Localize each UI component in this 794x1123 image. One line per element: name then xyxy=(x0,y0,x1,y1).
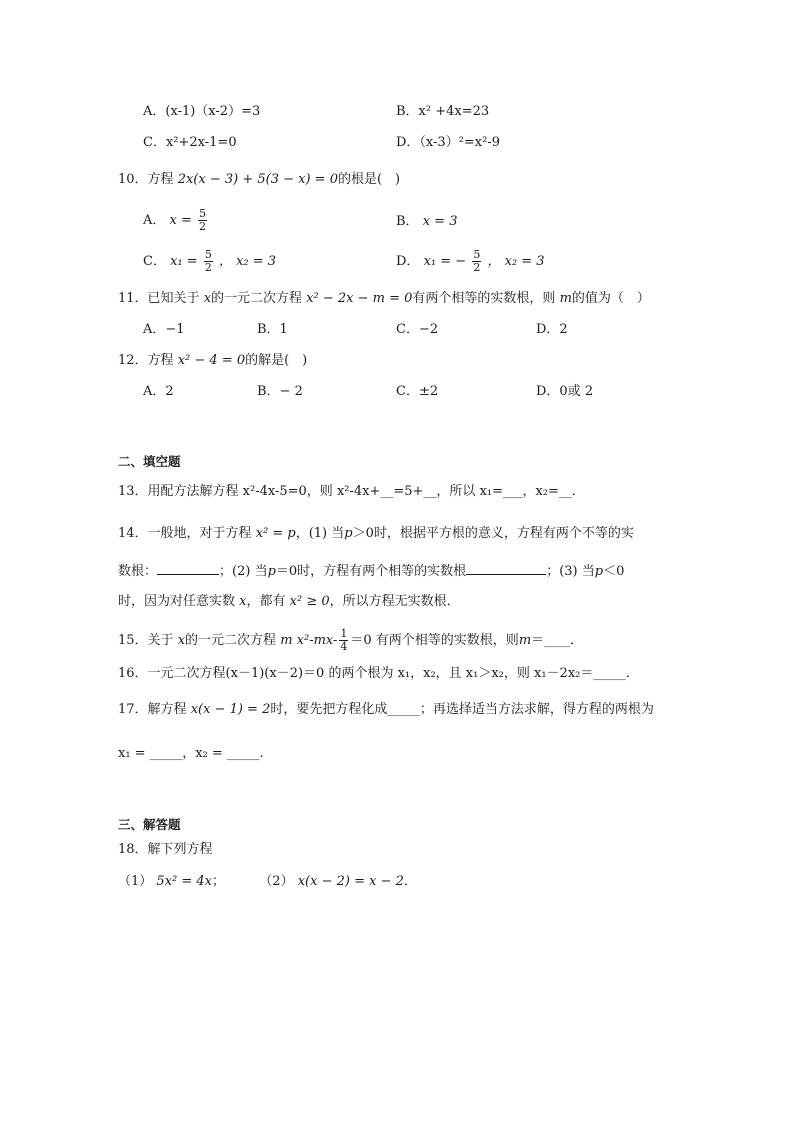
q12-equation: x² − 4 = 0 xyxy=(177,353,246,368)
question-number: 11． xyxy=(118,291,148,306)
option-label: C． xyxy=(143,254,166,269)
option-label: A． xyxy=(143,213,166,228)
q14-text: ＞0时，根据平方根的意义，方程有两个不等的实 xyxy=(352,526,634,541)
answer-blank[interactable] xyxy=(466,560,546,575)
q15-equation: m x²-mx- xyxy=(280,633,338,648)
q14-text: ；(3) 当 xyxy=(546,564,595,579)
option-math: x = xyxy=(169,213,192,228)
q14-text: ，所以方程无实数根． xyxy=(329,594,460,609)
q16-stem: 16．一元二次方程(x－1)(x－2)＝0 的两个根为 x₁，x₂，且 x₁＞x₂，则 x₁－2x₂＝_____． xyxy=(118,666,639,681)
q11-stem xyxy=(118,289,650,309)
q15-variable: x xyxy=(177,633,186,648)
fraction xyxy=(472,249,481,274)
q14-text: 数根： xyxy=(118,564,158,579)
q14-equation: x² ≥ 0 xyxy=(289,594,330,609)
fraction-numerator: 5 xyxy=(204,248,212,261)
q13-stem: 13．用配方法解方程 x²-4x-5=0，则 x²-4x+__=5+__，所以 x₁=___，x₂=__． xyxy=(118,484,585,499)
q17-text: 时，要先把方程化成_____；再选择适当方法求解，得方程的两根为 xyxy=(270,702,654,717)
fraction xyxy=(198,208,207,233)
option-label: B． xyxy=(396,214,419,229)
option-label: D． xyxy=(396,254,420,269)
q14-line-2 xyxy=(118,560,624,582)
fraction-numerator: 5 xyxy=(473,248,481,261)
q12-option-a: A．2 xyxy=(143,384,174,399)
q10-stem-suffix: 的根是( ) xyxy=(337,172,401,187)
q11-equation: x² − 2x − m = 0 xyxy=(306,291,413,306)
q10-option-c xyxy=(143,249,276,274)
q9-option-a: A．(x-1)（x-2）=3 xyxy=(143,104,261,119)
fraction xyxy=(339,628,348,653)
q15-text: 的一元二次方程 xyxy=(185,633,277,648)
q17-text: 17．解方程 xyxy=(118,702,187,717)
q11-option-a: A．−1 xyxy=(143,322,185,337)
q18-parts xyxy=(118,872,417,892)
q11-option-b: B．1 xyxy=(257,322,288,337)
q14-text: 14．一般地，对于方程 xyxy=(118,526,252,541)
fraction-denominator: 4 xyxy=(340,640,348,653)
q10-option-a xyxy=(143,208,209,233)
question-number: 12． xyxy=(118,353,148,368)
q15-text: ＝0 有两个相等的实数根，则 xyxy=(350,633,519,648)
q14-variable: p xyxy=(344,526,353,541)
q14-line-1 xyxy=(118,524,634,544)
q11-text: 已知关于 xyxy=(147,291,200,306)
option-math: x₁ = xyxy=(170,254,198,269)
q18-text: ． xyxy=(403,874,417,889)
q15-stem xyxy=(118,628,583,653)
q14-equation: x² = p xyxy=(255,526,296,541)
q11-text: 有两个相等的实数根，则 xyxy=(412,291,556,306)
q9-option-d: D．（x-3）²=x²-9 xyxy=(396,135,501,150)
q12-option-b: B．− 2 xyxy=(257,384,303,399)
option-math: ， x₂ = 3 xyxy=(487,254,545,269)
q14-variable: p xyxy=(267,564,276,579)
q10-equation: 2x(x − 3) + 5(3 − x) = 0 xyxy=(177,172,338,187)
q14-text: ，都有 xyxy=(246,594,286,609)
q15-text: 15．关于 xyxy=(118,633,174,648)
q12-text: 的解是( ) xyxy=(245,353,308,368)
q11-option-c: C．−2 xyxy=(396,322,439,337)
q10-stem-prefix: 方程 xyxy=(147,172,174,187)
q11-text: 的值为（ ） xyxy=(571,291,650,306)
fraction-denominator: 2 xyxy=(204,261,212,274)
q11-variable: m xyxy=(559,291,572,306)
q14-line-3 xyxy=(118,592,460,612)
fraction xyxy=(204,249,213,274)
q11-text: 的一元二次方程 xyxy=(211,291,303,306)
q18-equation: x(x − 2) = x − 2 xyxy=(297,874,404,889)
q14-text: ＜0 xyxy=(603,564,625,579)
part-label: （1） xyxy=(118,874,153,889)
q12-stem xyxy=(118,351,307,371)
q12-option-c: C．±2 xyxy=(396,384,439,399)
fraction-numerator: 5 xyxy=(199,207,207,220)
q9-option-b: B．x² +4x=23 xyxy=(396,104,490,119)
q11-variable: x xyxy=(203,291,212,306)
q10-option-b xyxy=(396,212,457,232)
option-math: x₁ = − xyxy=(423,254,467,269)
q14-text: 时，因为对任意实数 xyxy=(118,594,236,609)
q11-option-d: D．2 xyxy=(536,322,568,337)
q15-variable: m xyxy=(518,633,532,648)
q17-line-1 xyxy=(118,700,654,720)
q18-stem: 18．解下列方程 xyxy=(118,842,213,857)
q10-stem xyxy=(118,170,400,190)
option-math: ， x₂ = 3 xyxy=(218,254,277,269)
answer-blank[interactable] xyxy=(157,560,219,575)
q17-equation: x(x − 1) = 2 xyxy=(190,702,271,717)
q18-equation: 5x² = 4x xyxy=(156,874,212,889)
q18-text: ； xyxy=(212,874,226,889)
fraction-denominator: 2 xyxy=(199,220,207,233)
fraction-numerator: 1 xyxy=(340,627,348,640)
section-heading-fill-in: 二、填空题 xyxy=(118,454,181,469)
q12-text: 方程 xyxy=(147,353,174,368)
q14-text: ，(1) 当 xyxy=(295,526,345,541)
q15-text: ＝____． xyxy=(531,633,584,648)
q14-text: ；(2) 当 xyxy=(219,564,268,579)
part-label: （2） xyxy=(259,874,294,889)
q14-text: ＝0时，方程有两个相等的实数根 xyxy=(275,564,467,579)
q9-option-c: C．x²+2x-1=0 xyxy=(143,135,237,150)
q14-variable: p xyxy=(594,564,604,579)
q10-option-d xyxy=(396,249,545,274)
q12-option-d: D．0或 2 xyxy=(536,384,594,399)
q17-line-2: x₁ = _____，x₂ = _____. xyxy=(118,746,264,761)
section-heading-answer: 三、解答题 xyxy=(118,817,181,832)
q14-variable: x xyxy=(239,594,247,609)
option-math: x = 3 xyxy=(422,214,458,229)
question-number: 10． xyxy=(118,172,148,187)
fraction-denominator: 2 xyxy=(473,261,481,274)
